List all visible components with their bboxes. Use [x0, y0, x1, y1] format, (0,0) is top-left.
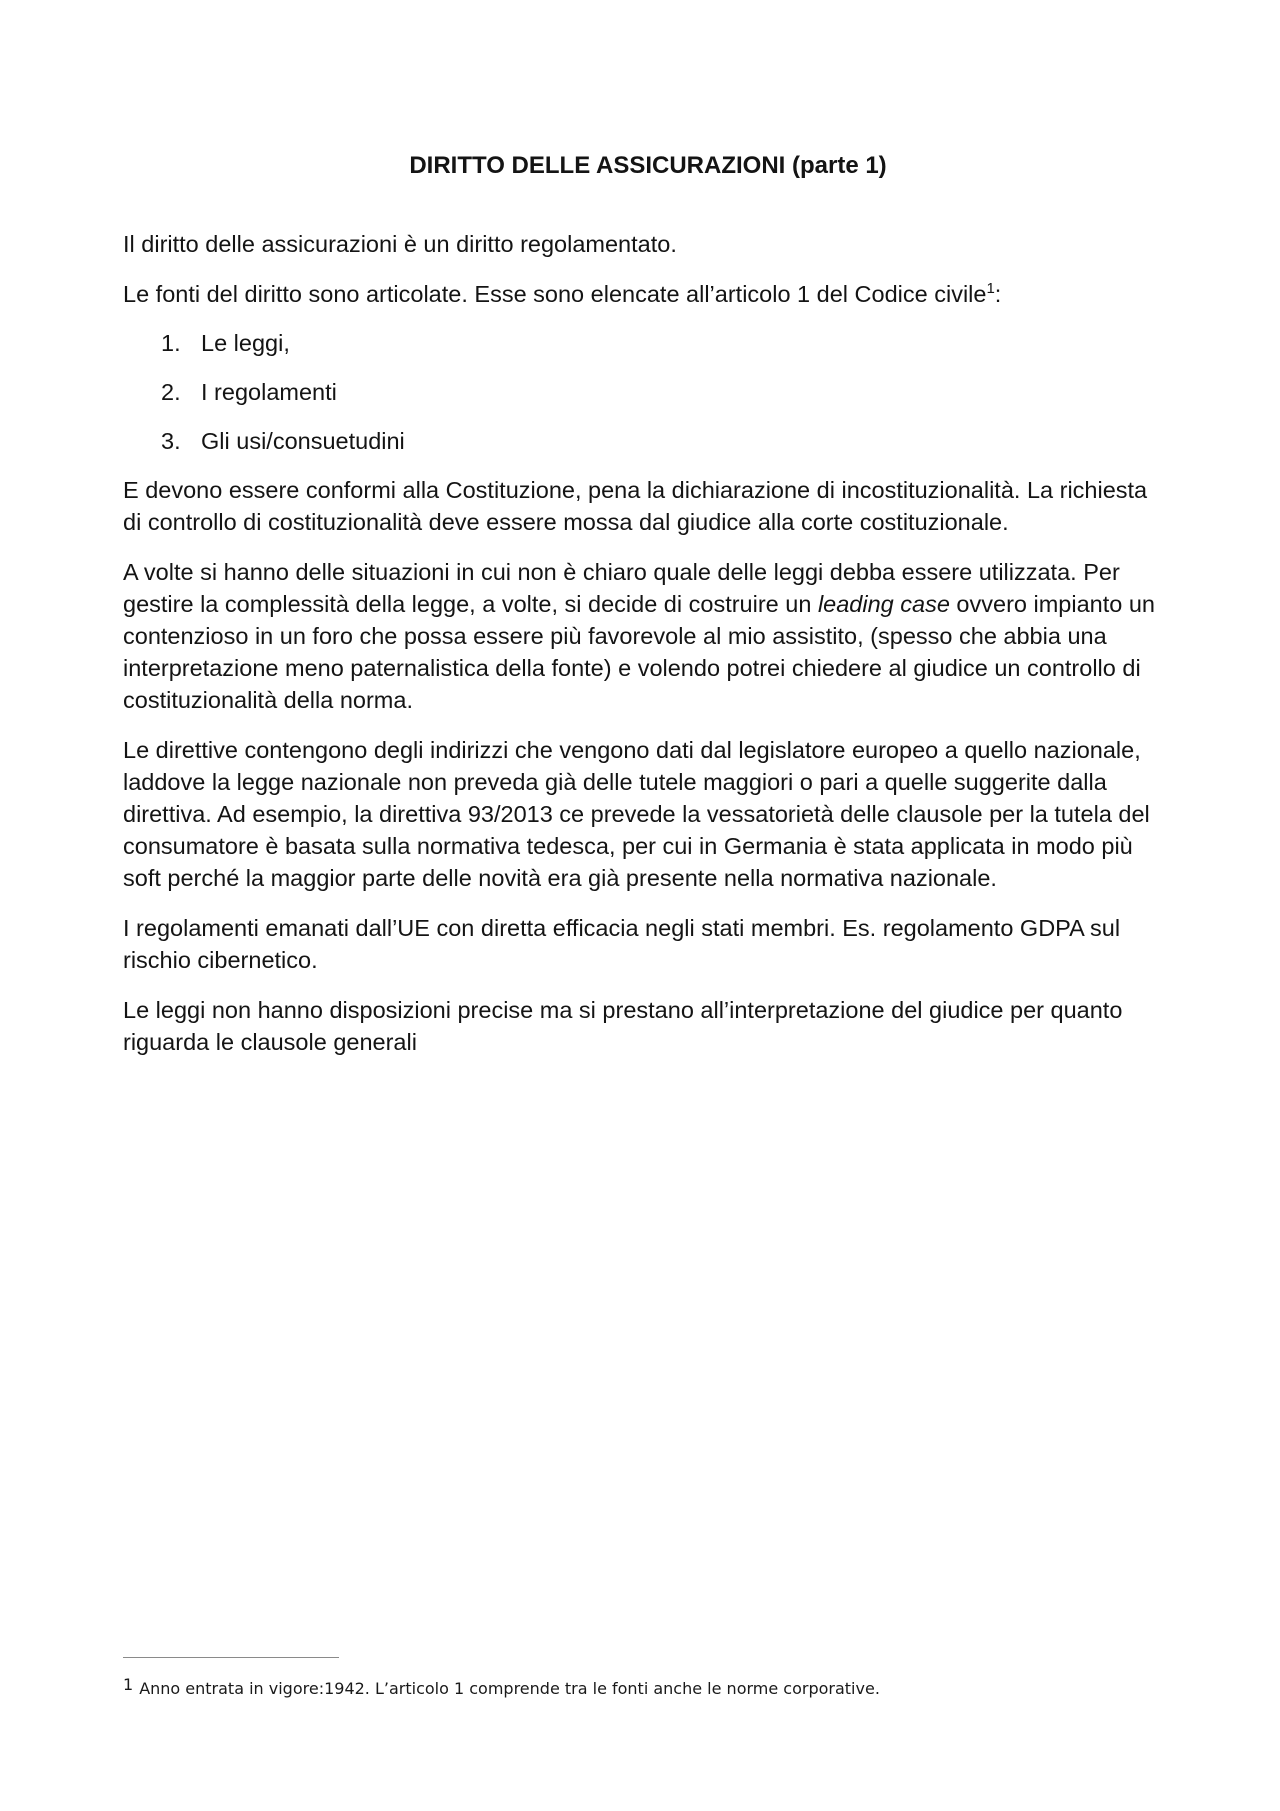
sources-list — [123, 327, 1163, 457]
list-item — [123, 425, 1163, 457]
footnote-mark: 1 — [123, 1675, 134, 1694]
list-item-text: Gli usi/consuetudini — [201, 428, 405, 454]
footnote-separator — [123, 1657, 339, 1658]
paragraph-directives: Le direttive contengono degli indirizzi che vengono dati dal legislatore europeo a quello nazionale, laddove la legge nazionale non preveda già delle tutele maggiori o pari a quelle suggerite dalla direttiva. Ad esempio, la direttiva 93/2013 ce prevede la vessatorietà delle clausole per la tutela del consumatore è basata sulla normativa tedesca, per cui in Germania è stata applicata in modo più soft perché la maggior parte delle novità era già presente nella normativa nazionale. — [123, 737, 1150, 891]
list-item — [123, 376, 1163, 408]
paragraph-laws: Le leggi non hanno disposizioni precise ma si prestano all’interpretazione del giudice per quanto riguarda le clausole generali — [123, 997, 1123, 1055]
paragraph-intro: Il diritto delle assicurazioni è un diritto regolamentato. — [123, 231, 677, 257]
footnote-ref[interactable]: 1 — [986, 280, 995, 297]
document-title: DIRITTO DELLE ASSICURAZIONI (parte 1) — [409, 152, 887, 179]
list-item-number: 1. — [161, 330, 181, 356]
footnote-text: Anno entrata in vigore:1942. L’articolo 1 comprende tra le fonti anche le norme corporative. — [139, 1679, 880, 1698]
paragraph-sources-text: Le fonti del diritto sono articolate. Esse sono elencate all’articolo 1 del Codice civile — [123, 281, 987, 307]
paragraph-leading-case-after: ovvero impianto un contenzioso in un foro che possa essere più favorevole al mio assistito, (spesso che abbia una interpretazione meno paternalistica della fonte) e volendo potrei chiedere al giudice un controllo di costituzionalità della norma. — [123, 591, 1155, 713]
list-item-number: 3. — [161, 428, 181, 454]
list-item-text: I regolamenti — [201, 379, 337, 405]
paragraph-regulations: I regolamenti emanati dall’UE con diretta efficacia negli stati membri. Es. regolamento GDPA sul rischio cibernetico. — [123, 915, 1121, 973]
paragraph-leading-case-before: A volte si hanno delle situazioni in cui non è chiaro quale delle leggi debba essere utilizzata. Per gestire la complessità della legge, a volte, si decide di costruire un — [123, 559, 1120, 617]
paragraph-constitution: E devono essere conformi alla Costituzione, pena la dichiarazione di incostituzionalità. La richiesta di controllo di costituzionalità deve essere mossa dal giudice alla corte costituzionale. — [123, 477, 1148, 535]
document-body — [123, 150, 1163, 1076]
paragraph-sources-tail: : — [994, 281, 1002, 307]
paragraph-sources — [123, 278, 1163, 310]
list-item — [123, 327, 1163, 359]
list-item-text: Le leggi, — [201, 330, 290, 356]
leading-case-term: leading case — [817, 591, 950, 617]
list-item-number: 2. — [161, 379, 181, 405]
paragraph-leading-case — [123, 556, 1163, 716]
footnote — [123, 1673, 1163, 1701]
